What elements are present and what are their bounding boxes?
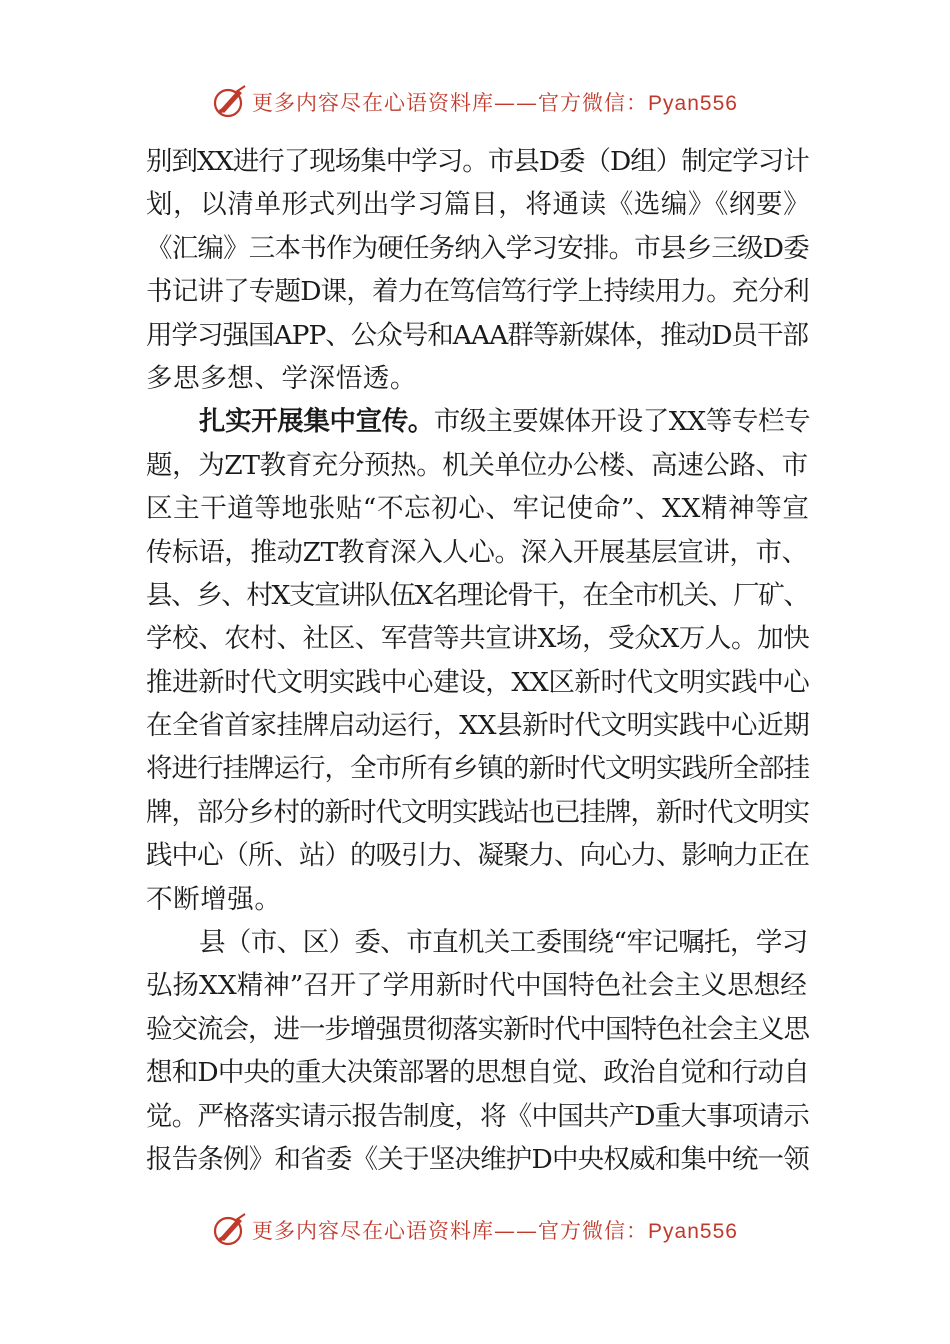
pen-circle-logo-icon	[212, 1212, 248, 1248]
text-line: 区主干道等地张贴“不忘初心、牢记使命”、XX精神等宣	[146, 493, 810, 525]
text-line: 弘扬XX精神”召开了学用新时代中国特色社会主义思想经	[146, 970, 807, 1002]
text-line: 多思多想、学深悟透。	[146, 362, 417, 394]
text-line: 在全省首家挂牌启动运行，XX县新时代文明实践中心近期	[146, 710, 810, 742]
section-heading: 扎实开展集中宣传。	[199, 406, 434, 438]
wechat-id: Pyan556	[648, 92, 738, 115]
watermark-text: 更多内容尽在心语资料库——官方微信：Pyan556	[252, 91, 738, 115]
text-line: 将进行挂牌运行，全市所有乡镇的新时代文明实践所全部挂	[146, 753, 809, 785]
text-line: 《汇编》三本书作为硬任务纳入学习安排。市县乡三级D委	[146, 232, 809, 264]
text-line: 县、乡、村X支宣讲队伍X名理论骨干，在全市机关、厂矿、	[146, 579, 809, 611]
text-line: 践中心（所、站）的吸引力、凝聚力、向心力、影响力正在	[146, 840, 809, 872]
text-line: 想和D中央的重大决策部署的思想自觉、政治自觉和行动自	[146, 1057, 809, 1089]
pen-circle-logo-icon	[212, 84, 248, 120]
text-line: 验交流会，进一步增强贯彻落实新时代中国特色社会主义思	[146, 1013, 809, 1045]
text-line: 推进新时代文明实践中心建设，XX区新时代文明实践中心	[146, 666, 810, 698]
text-line: 不断增强。	[146, 883, 282, 915]
text-line: 县（市、区）委、市直机关工委围绕“牢记嘱托，学习	[199, 927, 808, 959]
text-line: 牌，部分乡村的新时代文明实践站也已挂牌，新时代文明实	[146, 796, 809, 828]
text-line: 别到XX进行了现场集中学习。市县D委（D组）制定学习计	[146, 146, 809, 177]
watermark-text: 更多内容尽在心语资料库——官方微信：Pyan556	[252, 1219, 738, 1243]
footer-watermark	[0, 1210, 950, 1250]
text-line: 题，为ZT教育充分预热。机关单位办公楼、高速公路、市	[146, 449, 808, 481]
header-watermark	[0, 82, 950, 122]
text-line: 用学习强国APP、公众号和AAA群等新媒体，推动D员干部	[146, 319, 808, 351]
document-body	[146, 140, 811, 1181]
text-line: 传标语，推动ZT教育深入人心。深入开展基层宣讲，市、	[146, 536, 808, 568]
text-line: 扎实开展集中宣传。市级主要媒体开设了XX等专栏专	[199, 406, 811, 438]
wechat-id: Pyan556	[648, 1220, 738, 1243]
text-line: 划，以清单形式列出学习篇目，将通读《选编》《纲要》	[146, 189, 811, 221]
text-line: 觉。严格落实请示报告制度，将《中国共产D重大事项请示	[146, 1100, 809, 1132]
text-line: 书记讲了专题D课，着力在笃信笃行学上持续用力。充分利	[146, 276, 809, 308]
text-line: 报告条例》和省委《关于坚决维护D中央权威和集中统一领	[146, 1143, 809, 1175]
text-line: 学校、农村、社区、军营等共宣讲X场，受众X万人。加快	[146, 623, 810, 655]
